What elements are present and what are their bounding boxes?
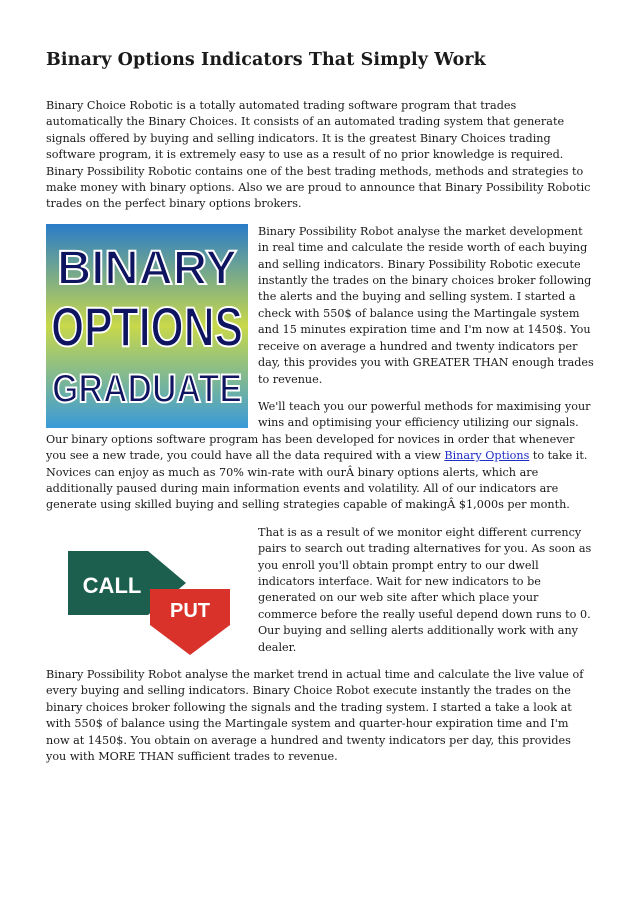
paragraph-methods-text-a: We'll teach you our powerful methods for maximising your wins and optimising your efficiency utilizing our signals. Our binary options software program has been developed for novices in order that whenever you see a new trade, you could have all the data required with a view — [46, 399, 591, 463]
image-text-binary: BINARY — [57, 241, 237, 295]
paragraph-market-trend: Binary Possibility Robot analyse the market trend in actual time and calculate the live value of every buying and selling indicators. Binary Choice Robot execute instantly the trades on the binary choices broker following the signals and the trading system. I started a take a look at with 550$ of balance using the Martingale system and quarter-hour expiration time and I'm now at 1450$. You obtain on average a hundred and twenty indicators per day, this provides you with MORE THAN sufficient trades to revenue. — [46, 668, 584, 764]
put-label: PUT — [170, 599, 210, 622]
article-body — [46, 98, 594, 765]
paragraph-intro: Binary Choice Robotic is a totally automated trading software program that trades automatically the Binary Choices. It consists of an automated trading system that generate signals offered by buying and selling indicators. It is the greatest Binary Choices trading software program, it is extremely easy to use as a result of no prior knowledge is required. Binary Possibility Robotic contains one of the best trading methods, methods and strategies to make money with binary options. Also we are proud to announce that Binary Possibility Robotic trades on the perfect binary options brokers. — [46, 99, 591, 211]
image-text-graduate: GRADUATE — [52, 366, 242, 411]
page-title: Binary Options Indicators That Simply Work — [46, 50, 486, 70]
binary-options-link[interactable]: Binary Options — [444, 449, 530, 463]
paragraph-methods-text-b: to take it. Novices can enjoy as much as 70% win-rate with ourÂ binary options alerts, which are additionally paused during main information events and volatility. All of our indicators are generate using skilled buying and selling strategies capable of makingÂ $1,000s per month. — [46, 449, 588, 512]
paragraph-robot-analysis: Binary Possibility Robot analyse the market development in real time and calculate the reside worth of each buying and selling indicators. Binary Possibility Robotic execute instantly the trades on the binary choices broker following the alerts and the buying and selling system. I started a check with 550$ of balance using the Martingale system and 15 minutes expiration time and I'm now at 1450$. You receive on average a hundred and twenty indicators per day, this provides you with GREATER THAN enough trades to revenue. — [258, 224, 594, 386]
binary-options-graduate-image — [46, 224, 248, 428]
paragraph-currency-pairs: That is as a result of we monitor eight different currency pairs to search out trading alternatives for you. As soon as you enroll you'll obtain prompt entry to our dwell indicators interface. Wait for new indicators to be generated on our web site after which place your commerce before the really useful depend down runs to 0. Our buying and selling alerts additionally work with any dealer. — [258, 525, 592, 654]
image-text-options: OPTIONS — [51, 294, 243, 358]
call-label: CALL — [82, 572, 142, 598]
call-put-image — [46, 527, 248, 667]
